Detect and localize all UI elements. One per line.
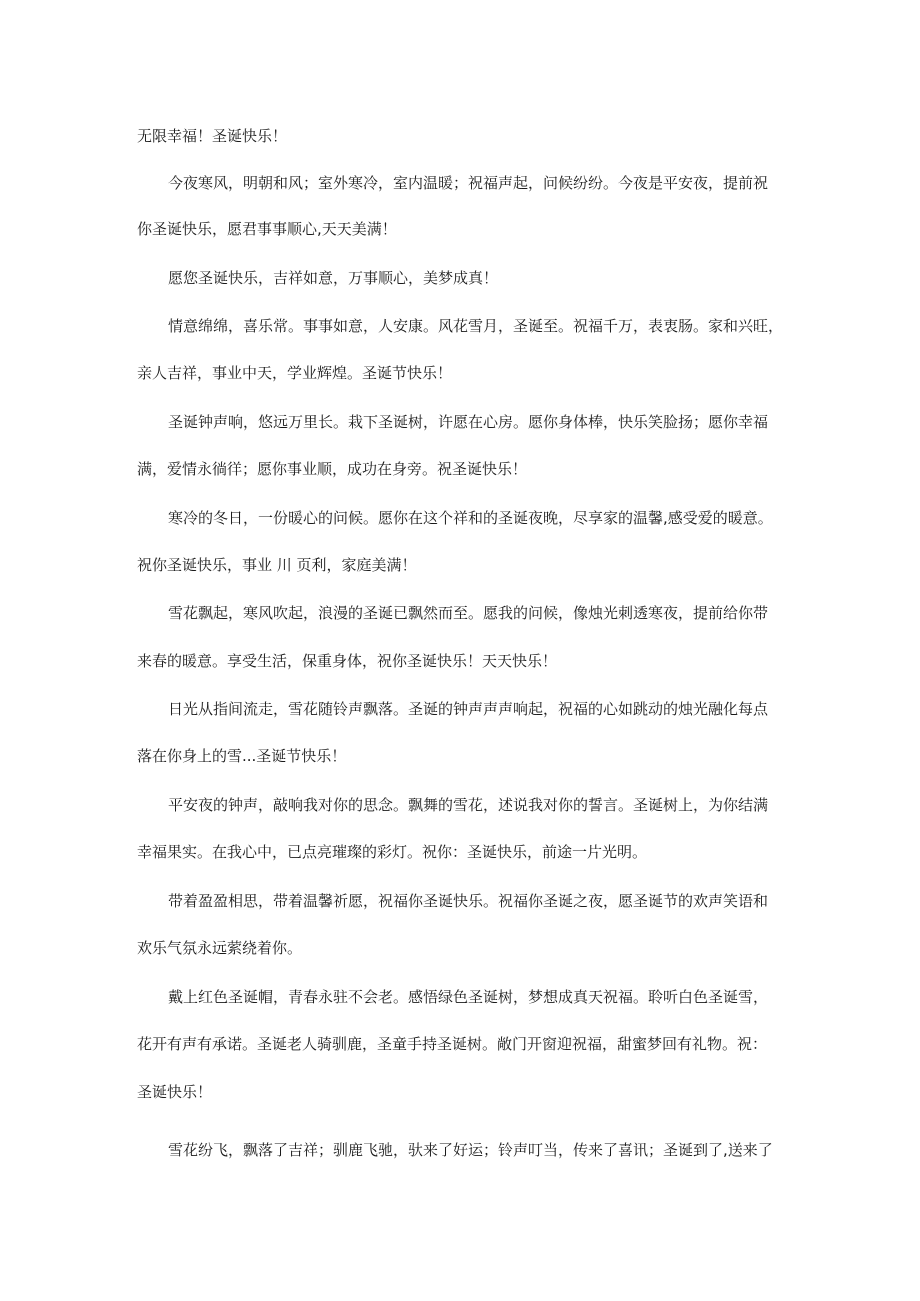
text-line: 雪花飘起，寒风吹起，浪漫的圣诞已飘然而至。愿我的问候，像烛光刺透寒夜，提前给你带 <box>168 604 769 622</box>
text-line: 带着盈盈相思，带着温馨祈愿，祝福你圣诞快乐。祝福你圣诞之夜，愿圣诞节的欢声笑语和 <box>168 892 769 910</box>
text-line: 落在你身上的雪...圣诞节快乐！ <box>137 747 347 765</box>
text-line: 圣诞快乐！ <box>137 1083 213 1101</box>
text-line: 无限幸福！圣诞快乐！ <box>137 127 288 145</box>
text-line: 愿您圣诞快乐，吉祥如意，万事顺心，美梦成真！ <box>168 269 499 287</box>
text-line: 来春的暖意。享受生活，保重身体，祝你圣诞快乐！天天快乐！ <box>137 652 558 670</box>
text-line: 幸福果实。在我心中，已点亮璀璨的彩灯。祝你：圣诞快乐，前途一片光明。 <box>137 843 648 861</box>
text-line: 亲人吉祥，事业中天，学业辉煌。圣诞节快乐！ <box>137 364 453 382</box>
text-line: 花开有声有承诺。圣诞老人骑驯鹿，圣童手持圣诞树。敞门开窗迎祝福，甜蜜梦回有礼物。祝： <box>137 1035 768 1053</box>
text-line: 圣诞钟声响，悠远万里长。栽下圣诞树，许愿在心房。愿你身体棒，快乐笑脸扬；愿你幸福 <box>168 413 769 431</box>
text-line: 日光从指间流走，雪花随铃声飘落。圣诞的钟声声声响起，祝福的心如跳动的烛光融化每点 <box>168 700 769 718</box>
text-line: 平安夜的钟声，敲响我对你的思念。飘舞的雪花，述说我对你的誓言。圣诞树上，为你结满 <box>168 796 769 814</box>
text-line: 欢乐气氛永远萦绕着你。 <box>137 939 303 957</box>
text-line: 情意绵绵，喜乐常。事事如意，人安康。风花雪月，圣诞至。祝福千万，表衷肠。家和兴旺， <box>168 317 784 335</box>
text-line: 你圣诞快乐，愿君事事顺心,天天美满！ <box>137 220 397 238</box>
text-line: 寒冷的冬日，一份暖心的问候。愿你在这个祥和的圣诞夜晚，尽享家的温馨,感受爱的暖意。 <box>168 509 773 527</box>
text-line: 戴上红色圣诞帽，青春永驻不会老。感悟绿色圣诞树，梦想成真天祝福。聆听白色圣诞雪， <box>168 988 769 1006</box>
text-line: 雪花纷飞，飘落了吉祥；驯鹿飞驰，驮来了好运；铃声叮当，传来了喜讯；圣诞到了,送来了 <box>168 1141 773 1159</box>
text-line: 祝你圣诞快乐，事业 川 页利，家庭美满！ <box>137 556 417 574</box>
text-line: 今夜寒风，明朝和风；室外寒冷，室内温暖；祝福声起，问候纷纷。今夜是平安夜，提前祝 <box>168 174 769 192</box>
text-line: 满，爱情永徜徉；愿你事业顺，成功在身旁。祝圣诞快乐！ <box>137 460 528 478</box>
